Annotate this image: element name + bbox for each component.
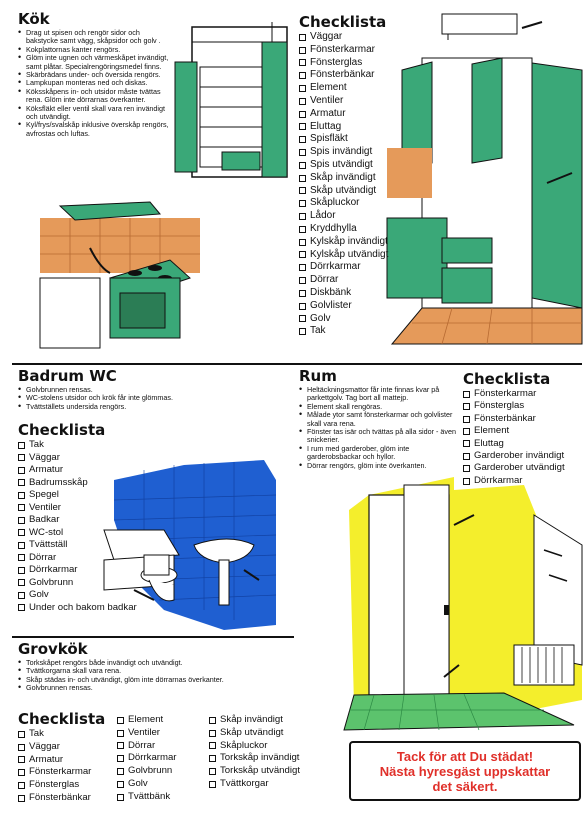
checkbox[interactable] xyxy=(299,264,306,271)
checklist-item[interactable]: Skåpluckor xyxy=(299,197,388,210)
checklist-item[interactable]: Tak xyxy=(299,325,388,338)
checklist-item[interactable]: Eluttag xyxy=(299,121,388,134)
list-item: • Tvättställets undersida rengörs. xyxy=(18,403,288,411)
checklist-item[interactable]: Badkar xyxy=(18,514,137,527)
list-item: • Köksfläkt eller ventil skall vara ren invändigt och utvändigt. xyxy=(18,105,173,122)
list-item: • Lampkupan monteras ned och diskas. xyxy=(18,79,173,87)
checkbox[interactable] xyxy=(209,768,216,775)
checkbox[interactable] xyxy=(209,742,216,749)
checkbox[interactable] xyxy=(463,416,470,423)
checkbox[interactable] xyxy=(18,795,25,802)
grovkok-checklist-items-1 xyxy=(18,728,105,805)
checkbox[interactable] xyxy=(209,781,216,788)
checkbox[interactable] xyxy=(18,756,25,763)
checklist-item[interactable]: Kryddhylla xyxy=(299,223,388,236)
checkbox[interactable] xyxy=(18,492,25,499)
checkbox[interactable] xyxy=(299,303,306,310)
checklist-item[interactable]: Golv xyxy=(18,589,137,602)
thanks-line-2: Nästa hyresgäst uppskattar xyxy=(379,764,551,779)
checklist-item[interactable]: Kylskåp invändigt xyxy=(299,236,388,249)
list-item: • Tvättkorgarna skall vara rena. xyxy=(18,667,298,675)
list-item: • Heltäckningsmattor får inte finnas kvar på parkettgolv. Tag bort all mattejp. xyxy=(299,386,457,403)
grovkok-title: Grovkök xyxy=(18,640,88,658)
list-item: • Dörrar rengörs, glöm inte överkanten. xyxy=(299,462,457,470)
kok-checklist-items xyxy=(299,31,388,338)
list-item: • Glöm inte ugnen och värmeskåpet invändigt, samt plåtar. Specialrengöringsmedel finns. xyxy=(18,54,173,71)
checkbox[interactable] xyxy=(463,391,470,398)
checklist-item[interactable]: Ventiler xyxy=(299,95,388,108)
checklist-item[interactable]: Väggar xyxy=(18,452,137,465)
checklist-item[interactable]: Fönsterbänkar xyxy=(18,792,105,805)
checklist-item[interactable]: Skåpluckor xyxy=(209,740,300,753)
checkbox[interactable] xyxy=(18,517,25,524)
rum-checklist-title: Checklista xyxy=(463,370,551,388)
checkbox[interactable] xyxy=(18,504,25,511)
checkbox[interactable] xyxy=(209,730,216,737)
checklist-item[interactable]: Fönsterglas xyxy=(18,779,105,792)
checkbox[interactable] xyxy=(299,213,306,220)
checkbox[interactable] xyxy=(18,579,25,586)
badrum-title: Badrum WC xyxy=(18,367,117,385)
checkbox[interactable] xyxy=(18,567,25,574)
list-item: • WC-stolens utsidor och krök får inte glömmas. xyxy=(18,394,288,402)
checklist-item[interactable]: Golvlister xyxy=(299,300,388,313)
rum-title: Rum xyxy=(299,367,337,385)
section-divider xyxy=(12,636,294,638)
checklist-item[interactable]: Dörrkarmar xyxy=(299,261,388,274)
checkbox[interactable] xyxy=(209,755,216,762)
grovkok-checklist-col2 xyxy=(117,714,177,804)
checklist-item[interactable]: Ventiler xyxy=(117,727,177,740)
checkbox[interactable] xyxy=(299,162,306,169)
checkbox[interactable] xyxy=(18,529,25,536)
checkbox[interactable] xyxy=(299,98,306,105)
checkbox[interactable] xyxy=(299,239,306,246)
checklist-item[interactable]: Garderober utvändigt xyxy=(463,462,565,474)
checkbox[interactable] xyxy=(18,769,25,776)
checklist-item[interactable]: Väggar xyxy=(18,741,105,754)
checklist-item[interactable]: Skåp invändigt xyxy=(209,714,300,727)
checkbox[interactable] xyxy=(299,315,306,322)
checkbox[interactable] xyxy=(117,742,124,749)
checkbox[interactable] xyxy=(299,175,306,182)
checklist-item[interactable]: Dörrar xyxy=(18,552,137,565)
list-item: • Drag ut spisen och rengör sidor och bakstycke samt vägg, skåpsidor och golv . xyxy=(18,29,173,46)
checkbox[interactable] xyxy=(299,251,306,258)
section-divider xyxy=(12,363,582,365)
checkbox[interactable] xyxy=(18,442,25,449)
grovkok-checklist-col1 xyxy=(18,710,105,805)
checklist-item[interactable]: Skåp invändigt xyxy=(299,172,388,185)
checkbox[interactable] xyxy=(18,479,25,486)
checklist-item[interactable]: Lådor xyxy=(299,210,388,223)
checkbox[interactable] xyxy=(299,200,306,207)
checkbox[interactable] xyxy=(18,731,25,738)
list-item: • Element skall rengöras. xyxy=(299,403,457,411)
checkbox[interactable] xyxy=(299,34,306,41)
list-item: • I rum med garderober, glöm inte garderobsbackar och hyllor. xyxy=(299,445,457,462)
checklist-item[interactable]: Fönsterglas xyxy=(299,57,388,70)
checkbox[interactable] xyxy=(299,59,306,66)
checklist-item[interactable]: Väggar xyxy=(299,31,388,44)
checklist-item[interactable]: WC-stol xyxy=(18,527,137,540)
checkbox[interactable] xyxy=(209,717,216,724)
checklist-item[interactable]: Dörrkarmar xyxy=(18,564,137,577)
checkbox[interactable] xyxy=(18,454,25,461)
checklist-item[interactable]: Tvättbänk xyxy=(117,791,177,804)
stove-illustration xyxy=(40,198,200,348)
list-item: • Köksskåpens in- och utsidor måste tvättas rena. Glöm inte dörrarnas överkanter. xyxy=(18,88,173,105)
grovkok-checklist-col3 xyxy=(209,714,300,791)
kok-title: Kök xyxy=(18,10,50,28)
checkbox[interactable] xyxy=(18,467,25,474)
checklist-item[interactable]: Armatur xyxy=(299,108,388,121)
list-item: • Kokplattornas kanter rengörs. xyxy=(18,46,173,54)
list-item: • Målade ytor samt fönsterkarmar och golvlister skall vara rena. xyxy=(299,411,457,428)
grovkok-checklist-title: Checklista xyxy=(18,710,106,728)
checklist-item[interactable]: Golvbrunn xyxy=(117,765,177,778)
checklist-item[interactable]: Dörrar xyxy=(117,740,177,753)
checklist-item[interactable]: Element xyxy=(117,714,177,727)
thanks-box xyxy=(349,741,581,801)
checkbox[interactable] xyxy=(299,328,306,335)
checklist-item[interactable]: Tak xyxy=(18,728,105,741)
checklist-item[interactable]: Dörrkarmar xyxy=(117,752,177,765)
checkbox[interactable] xyxy=(299,277,306,284)
checklist-item[interactable]: Tak xyxy=(18,439,137,452)
badrum-section xyxy=(18,367,288,411)
checkbox[interactable] xyxy=(299,72,306,79)
checkbox[interactable] xyxy=(18,604,25,611)
checklist-item[interactable]: Under och bakom badkar xyxy=(18,602,137,615)
fridge-illustration xyxy=(172,22,290,192)
checkbox[interactable] xyxy=(299,187,306,194)
checklist-item[interactable]: Torkskåp utvändigt xyxy=(209,765,300,778)
list-item: • Skåp städas in- och utvändigt, glöm inte dörrarnas överkanter. xyxy=(18,676,298,684)
checklist-item[interactable]: Fönsterglas xyxy=(463,400,565,412)
checklist-item[interactable]: Skåp utvändigt xyxy=(299,185,388,198)
checkbox[interactable] xyxy=(299,149,306,156)
checklist-item[interactable]: Golvbrunn xyxy=(18,577,137,590)
grovkok-checklist-items-2 xyxy=(117,714,177,804)
checklist-item[interactable]: Spegel xyxy=(18,489,137,502)
checkbox[interactable] xyxy=(18,542,25,549)
kok-section xyxy=(18,10,178,138)
list-item: • Skärbrädans under- och översida rengörs. xyxy=(18,71,173,79)
checkbox[interactable] xyxy=(18,744,25,751)
room-illustration xyxy=(344,455,582,740)
checkbox[interactable] xyxy=(299,111,306,118)
checkbox[interactable] xyxy=(18,554,25,561)
checkbox[interactable] xyxy=(117,717,124,724)
checklist-item[interactable]: Fönsterkarmar xyxy=(299,44,388,57)
checklist-item[interactable]: Element xyxy=(463,425,565,437)
checklist-item[interactable]: Garderober invändigt xyxy=(463,450,565,462)
checklist-item[interactable]: Dörrkarmar xyxy=(463,475,565,487)
thanks-line-3: det säkert. xyxy=(432,779,498,794)
checkbox[interactable] xyxy=(117,794,124,801)
list-item: • Torkskåpet rengörs både invändigt och utvändigt. xyxy=(18,659,298,667)
kok-checklist-title: Checklista xyxy=(299,13,387,31)
checkbox[interactable] xyxy=(117,730,124,737)
checkbox[interactable] xyxy=(299,290,306,297)
checklist-item[interactable]: Kylskåp utvändigt xyxy=(299,249,388,262)
badrum-checklist-title: Checklista xyxy=(18,421,106,439)
checklist-item[interactable]: Golv xyxy=(299,313,388,326)
checkbox[interactable] xyxy=(463,428,470,435)
checklist-item[interactable]: Tvättkorgar xyxy=(209,778,300,791)
checklist-item[interactable]: Fönsterbänkar xyxy=(463,413,565,425)
kok-checklist xyxy=(299,13,388,338)
checkbox[interactable] xyxy=(463,403,470,410)
checkbox[interactable] xyxy=(117,781,124,788)
list-item: • Kyl/frys/svalskåp inklusive överskåp rengörs, avfrostas och luftas. xyxy=(18,121,173,138)
grovkok-bullets xyxy=(18,659,298,693)
kok-bullets xyxy=(18,29,173,138)
checklist-item[interactable]: Spis invändigt xyxy=(299,146,388,159)
checklist-item[interactable]: Ventiler xyxy=(18,502,137,515)
checklist-item[interactable]: Armatur xyxy=(18,464,137,477)
checkbox[interactable] xyxy=(18,592,25,599)
checkbox[interactable] xyxy=(117,755,124,762)
list-item: • Golvbrunnen rensas. xyxy=(18,386,288,394)
grovkok-checklist-items-3 xyxy=(209,714,300,791)
checklist-item[interactable]: Eluttag xyxy=(463,438,565,450)
checklist-item[interactable]: Fönsterkarmar xyxy=(18,766,105,779)
checkbox[interactable] xyxy=(299,85,306,92)
checklist-item[interactable]: Element xyxy=(299,82,388,95)
checkbox[interactable] xyxy=(18,782,25,789)
checkbox[interactable] xyxy=(299,226,306,233)
checklist-item[interactable]: Diskbänk xyxy=(299,287,388,300)
checklist-item[interactable]: Armatur xyxy=(18,754,105,767)
checklist-item[interactable]: Skåp utvändigt xyxy=(209,727,300,740)
checkbox[interactable] xyxy=(299,123,306,130)
list-item: • Fönster tas isär och tvättas på alla sidor - även snickerier. xyxy=(299,428,457,445)
checkbox[interactable] xyxy=(299,136,306,143)
checkbox[interactable] xyxy=(463,440,470,447)
checkbox[interactable] xyxy=(117,768,124,775)
thanks-line-1: Tack för att Du städat! xyxy=(396,749,534,764)
checklist-item[interactable]: Spisfläkt xyxy=(299,133,388,146)
checklist-item[interactable]: Spis utvändigt xyxy=(299,159,388,172)
bathroom-illustration xyxy=(104,460,276,630)
checklist-item[interactable]: Badrumsskåp xyxy=(18,477,137,490)
checklist-item[interactable]: Dörrar xyxy=(299,274,388,287)
checklist-item[interactable]: Fönsterkarmar xyxy=(463,388,565,400)
checklist-item[interactable]: Golv xyxy=(117,778,177,791)
checklist-item[interactable]: Tvättställ xyxy=(18,539,137,552)
list-item: • Golvbrunnen rensas. xyxy=(18,684,298,692)
cabinet-illustration xyxy=(382,8,582,344)
badrum-bullets xyxy=(18,386,288,411)
grovkok-section xyxy=(18,640,298,693)
checklist-item[interactable]: Fönsterbänkar xyxy=(299,69,388,82)
checklist-item[interactable]: Torkskåp invändigt xyxy=(209,752,300,765)
checkbox[interactable] xyxy=(299,47,306,54)
